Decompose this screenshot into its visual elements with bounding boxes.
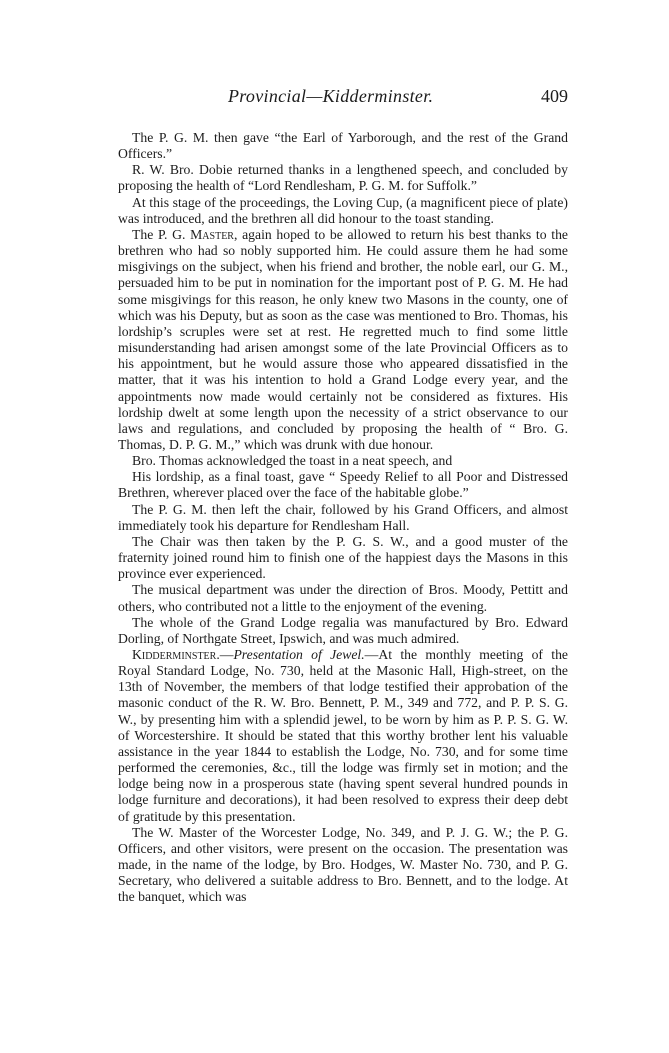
paragraph-text: —At the monthly meeting of the Royal Standard Lodge, No. 730, held at the Masonic Hall, High-street, on the 13th of November, the members of that lodge testified their approbation of the masonic conduct of the R. W. Bro. Bennett, P. M., 349 and 772, and P. P. S. G. W., by presenting him with a splendid jewel, to be worn by him as P. P. S. G. W. of Worcestershire. It should be stated that this worthy brother lent his valuable assistance in the year 1844 to establish the Lodge, No. 730, and for some time performed the ceremonies, &c., till the lodge was firmly set in motion; and the lodge being now in a prosperous state (having spent several hundred pounds in lodge furniture and decorations), it had been resolved to express their deep debt of gratitude by this presentation. bbox=[118, 647, 568, 824]
paragraph-text: His lordship, as a final toast, gave “ Speedy Relief to all Poor and Distressed Brethren, wherever placed over the face of the habitable globe.” bbox=[118, 469, 568, 501]
paragraph-text: , again hoped to be allowed to return his best thanks to the brethren who had so nobly supported him. He could assure them he had some misgivings on the subject, when his friend and brother, the noble earl, our G. M., persuaded him to be put in nomination for the important post of P. G. M. He had some misgivings for this reason, he only knew two Masons in the county, one of which was his Deputy, but as soon as the case was mentioned to Bro. Thomas, his lordship’s scruples were set at rest. He regretted much to find some little misunderstanding had arisen amongst some of the late Provincial Officers as to his appointment, but he would assure those who appeared dissatisfied in the matter, that it was his intention to hold a Grand Lodge every year, and the appointments now made would certainly not be considered as fixtures. His lordship dwelt at some length upon the necessity of a strict observance to our laws and regulations, and concluded by proposing the health of “ Bro. G. Thomas, D. P. G. M.,” which was drunk with due honour. bbox=[118, 226, 568, 452]
paragraph-music bbox=[118, 582, 568, 614]
paragraph-toast-officers bbox=[118, 130, 568, 162]
paragraph-text: R. W. Bro. Dobie returned thanks in a lengthened speech, and concluded by proposing the health of “Lord Rendlesham, P. G. M. for Suffolk.” bbox=[118, 162, 568, 194]
page-header bbox=[118, 86, 568, 110]
paragraph-text: The musical department was under the direction of Bros. Moody, Pettitt and others, who contributed not a little to the enjoyment of the evening. bbox=[118, 582, 568, 614]
paragraph-presentation bbox=[118, 825, 568, 906]
paragraph-chair bbox=[118, 534, 568, 582]
paragraph-regalia bbox=[118, 615, 568, 647]
paragraph-text: The whole of the Grand Lodge regalia was manufactured by Bro. Edward Dorling, of Northgate Street, Ipswich, and was much admired. bbox=[118, 614, 568, 646]
page-number: 409 bbox=[541, 86, 568, 106]
paragraph-lead-smallcaps: Master bbox=[190, 226, 234, 242]
section-place-smallcaps: Kidderminster bbox=[132, 647, 217, 662]
paragraph-pgm-departure bbox=[118, 502, 568, 534]
paragraph-text: The Chair was then taken by the P. G. S. W., and a good muster of the fraternity joined round him to finish one of the happiest days the Masons in this province ever experienced. bbox=[118, 533, 568, 582]
paragraph-thomas-reply bbox=[118, 453, 568, 469]
paragraph-loving-cup bbox=[118, 195, 568, 227]
paragraph-dobie-reply bbox=[118, 162, 568, 194]
body-text bbox=[118, 130, 568, 906]
paragraph-pgm-speech bbox=[118, 227, 568, 453]
paragraph-text: The P. G. M. then gave “the Earl of Yarborough, and the rest of the Grand Officers.” bbox=[118, 130, 568, 162]
paragraph-text: At this stage of the proceedings, the Loving Cup, (a magnificent piece of plate) was introduced, and the brethren all did honour to the toast standing. bbox=[118, 194, 568, 226]
section-title-italic: Presentation of Jewel. bbox=[233, 647, 365, 662]
paragraph-text: The P. G. M. then left the chair, followed by his Grand Officers, and almost immediately took his departure for Rendlesham Hall. bbox=[118, 501, 568, 533]
running-head: Provincial—Kidderminster. bbox=[228, 86, 434, 106]
paragraph-lead: The P. G. bbox=[132, 226, 191, 242]
paragraph-kidderminster bbox=[118, 647, 568, 825]
paragraph-text: The W. Master of the Worcester Lodge, No. 349, and P. J. G. W.; the P. G. Officers, and other visitors, were present on the occasion. The presentation was made, in the name of the lodge, by Bro. Hodges, W. Master No. 730, and P. G. Secretary, who delivered a suitable address to Bro. Bennett, and to the lodge. At the banquet, which was bbox=[118, 824, 568, 905]
paragraph-final-toast bbox=[118, 469, 568, 501]
paragraph-text: Bro. Thomas acknowledged the toast in a neat speech, and bbox=[132, 453, 453, 469]
section-lead-punct: .— bbox=[216, 647, 234, 662]
